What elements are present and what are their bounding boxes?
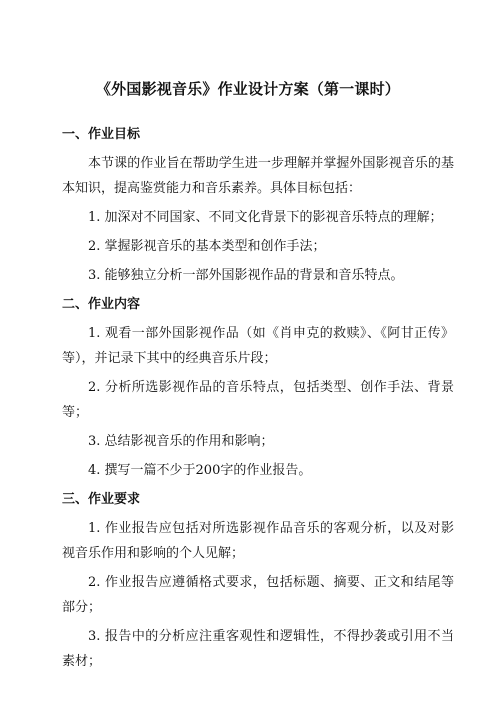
list-item: 3. 报告中的分析应注重客观性和逻辑性，不得抄袭或引用不当素材；	[62, 629, 454, 669]
list-item: 1. 观看一部外国影视作品（如《肖申克的救赎》、《阿甘正传》等），并记录下其中的经典音乐片段；	[62, 326, 454, 366]
section-requirements	[62, 487, 454, 674]
list-item: 1. 加深对不同国家、不同文化背景下的影视音乐特点的理解；	[88, 210, 443, 225]
list-item: 3. 总结影视音乐的作用和影响；	[88, 434, 274, 449]
document-body	[62, 122, 454, 678]
list-item: 4. 撰写一篇不少于200字的作业报告。	[88, 463, 312, 478]
list-item: 2. 作业报告应遵循格式要求，包括标题、摘要、正文和结尾等部分；	[62, 575, 454, 615]
section-intro: 本节课的作业旨在帮助学生进一步理解并掌握外国影视音乐的基本知识，提高鉴赏能力和音乐素养。具体目标包括：	[62, 156, 454, 196]
section-content	[62, 292, 454, 483]
section-goals	[62, 122, 454, 288]
list-item: 3. 能够独立分析一部外国影视作品的背景和音乐特点。	[88, 268, 404, 283]
list-item: 1. 作业报告应包括对所选影视作品音乐的客观分析，以及对影视音乐作用和影响的个人见解；	[62, 521, 454, 561]
document-title: 《外国影视音乐》作业设计方案（第一课时）	[95, 80, 400, 98]
section-heading: 三、作业要求	[62, 492, 141, 507]
section-heading: 一、作业目标	[62, 127, 141, 142]
list-item: 2. 掌握影视音乐的基本类型和创作手法；	[88, 239, 326, 254]
list-item: 2. 分析所选影视作品的音乐特点，包括类型、创作手法、背景等；	[62, 380, 454, 420]
section-heading: 二、作业内容	[62, 297, 141, 312]
